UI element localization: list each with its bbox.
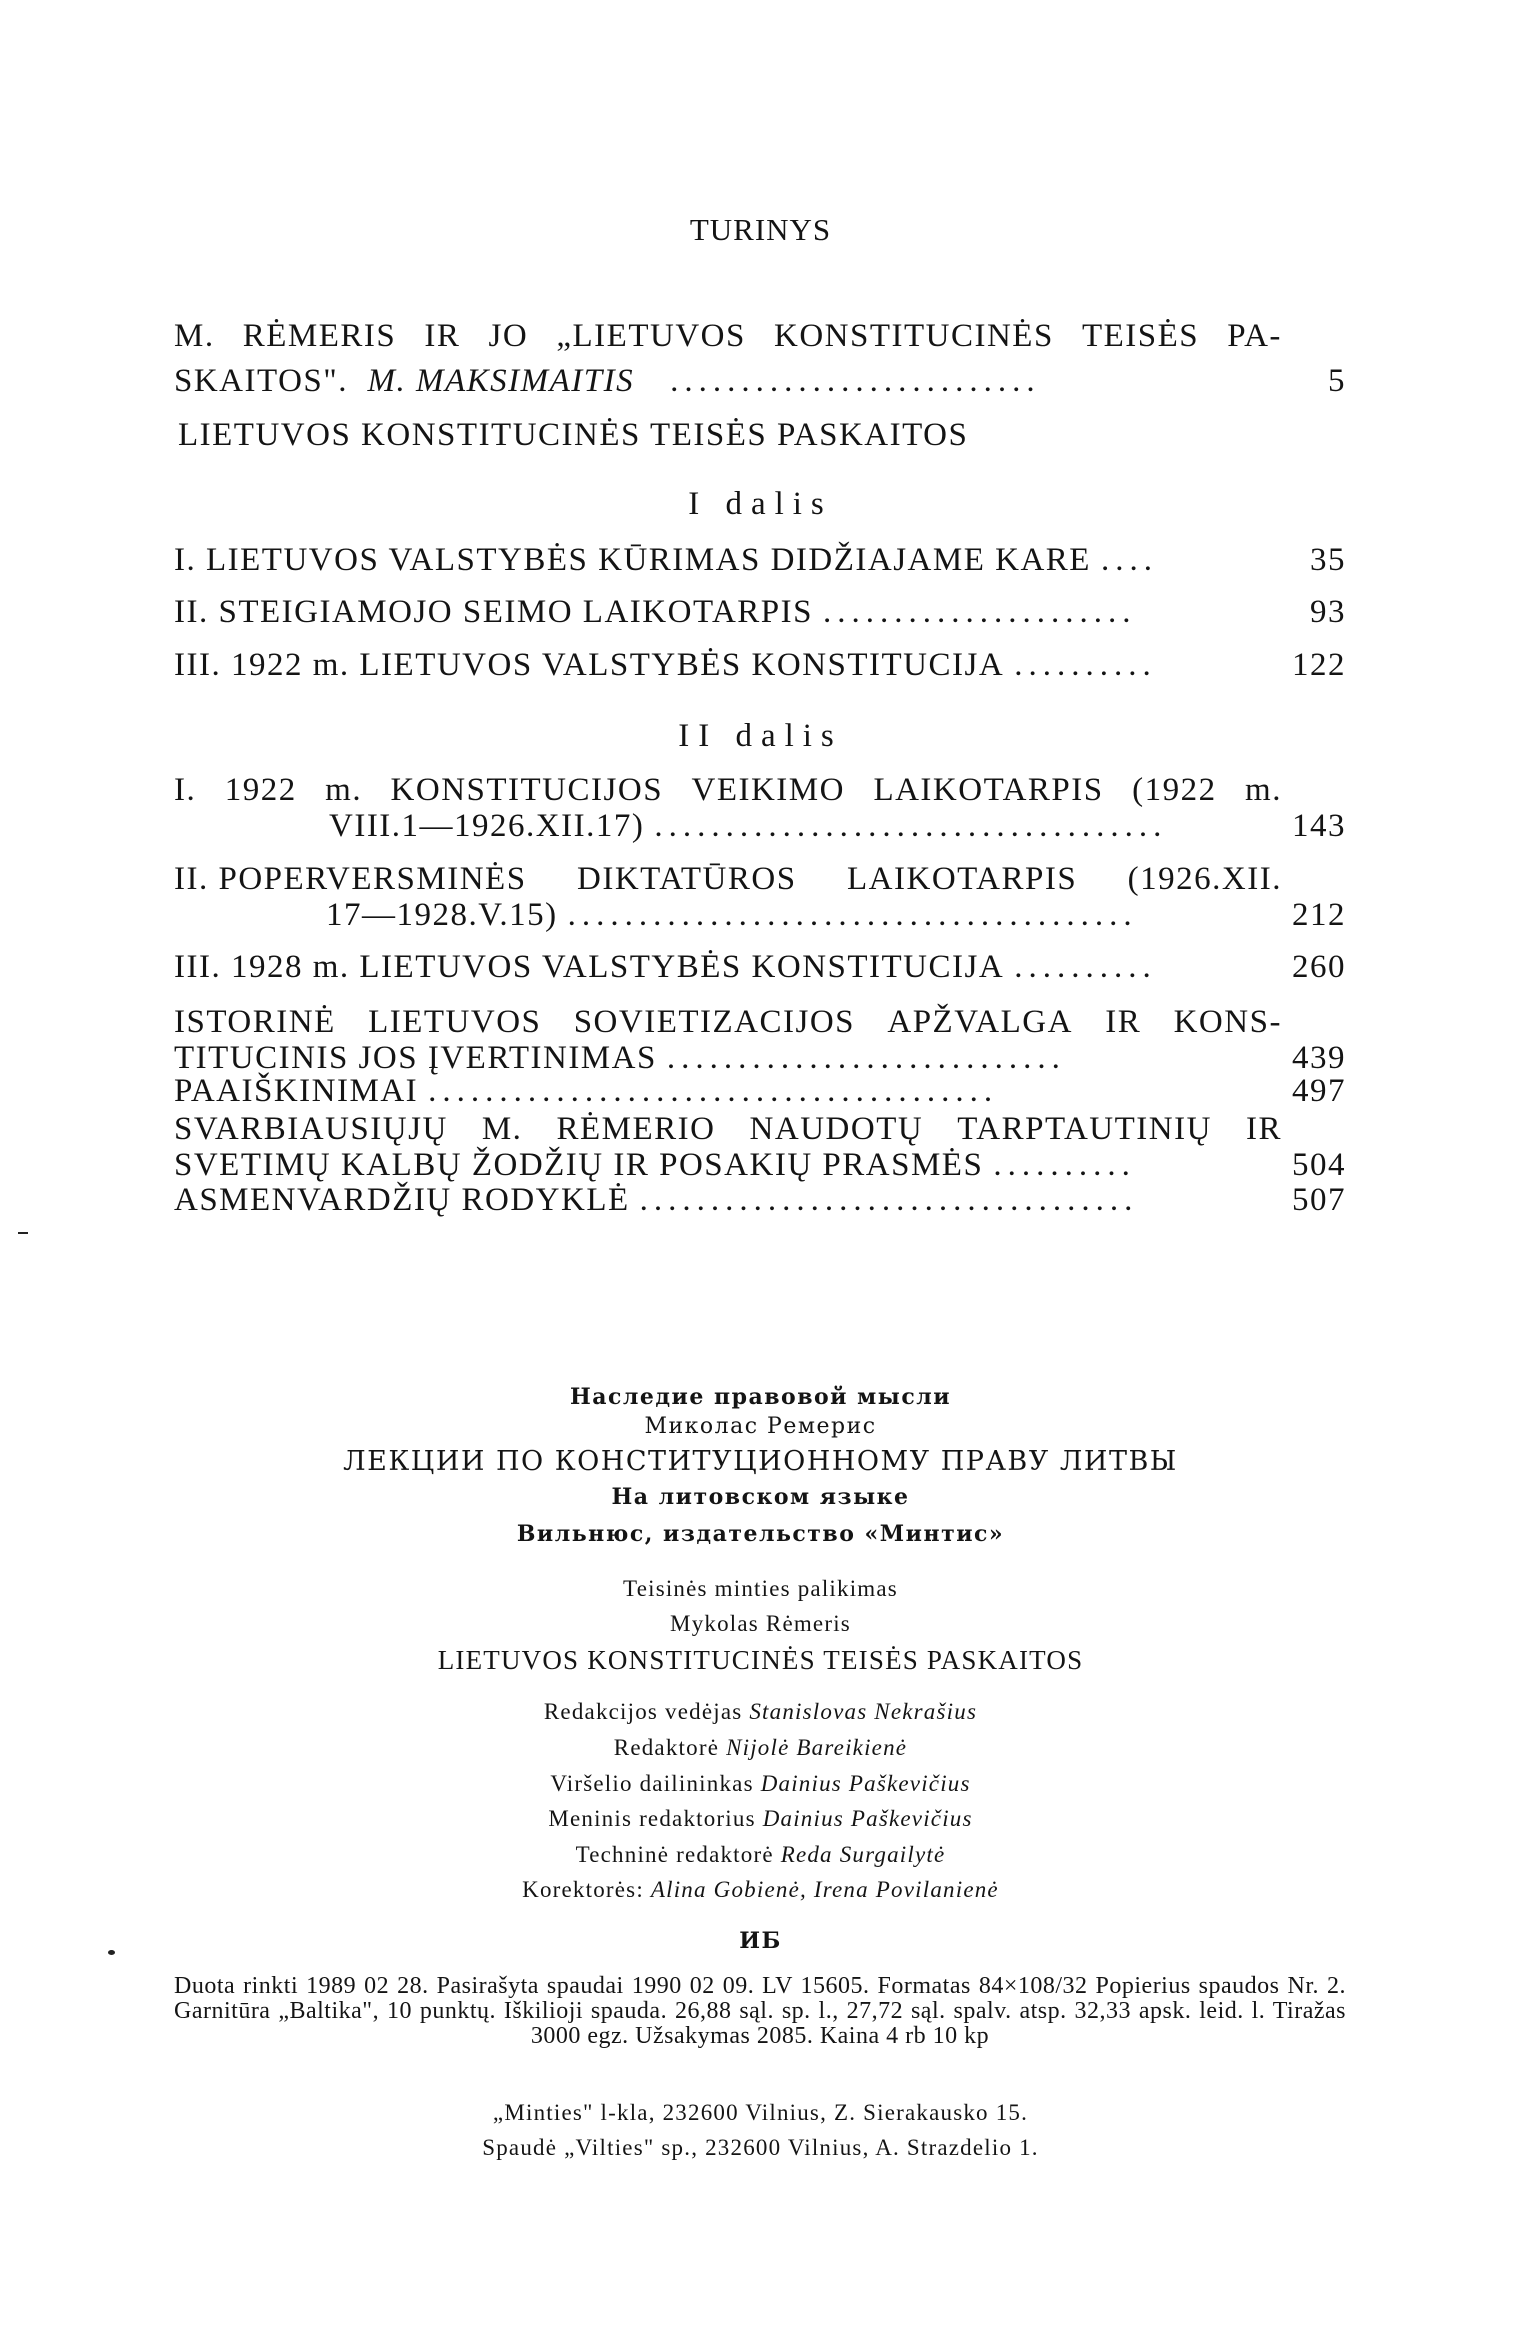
toc-entry[interactable] [174,949,1346,985]
leader-dots: .......................... [670,363,1041,399]
leader-dots: ............................ [666,1040,1066,1076]
word: DIKTATŪROS [577,861,797,897]
credit-role: Meninis redaktorius [548,1806,756,1831]
toc-entry-text: VIII.1—1926.XII.17) [329,808,645,844]
scan-mark-dash [18,1232,28,1234]
credit-role: Redaktorė [613,1735,720,1760]
word: KONSTITUCINĖS [773,318,1054,354]
credit-name: Alina Gobienė, Irena Povilanienė [650,1877,999,1902]
colophon-lt-series: Teisinės minties palikimas [623,1576,898,1601]
colophon-ru-publisher: Вильнюс, издательство «Минтис» [516,1521,1005,1547]
word: LIETUVOS [368,1004,542,1040]
printer-address: Spaudė „Vilties" sp., 232600 Vilnius, A. Strazdelio 1. [482,2135,1039,2160]
leader-dots: ................................... [639,1182,1139,1218]
toc-entry-text-part: SKAITOS". [174,363,348,399]
word: (1922 [1132,772,1217,808]
word: VEIKIMO [691,772,845,808]
toc-entry-text: III. 1922 m. LIETUVOS VALSTYBĖS KONSTITUCIJA [174,647,1005,683]
word: APŽVALGA [887,1004,1073,1040]
toc-entry-line1 [174,1111,1282,1147]
toc-entry-line1 [174,861,1282,897]
toc-entry-text: 17—1928.V.15) [326,897,558,933]
toc-entry-text [174,363,634,399]
word: I. [174,772,197,808]
word: RĖMERIS [242,318,397,354]
toc-page-number: 439 [1292,1040,1346,1076]
colophon-ib: ИБ [739,1928,782,1954]
credit-line [0,1695,1521,1729]
colophon-lt-title: LIETUVOS KONSTITUCINĖS TEISĖS PASKAITOS [437,1645,1084,1675]
credit-role: Redakcijos vedėjas [543,1699,743,1724]
toc-page-number: 143 [1292,808,1346,844]
word: (1926.XII. [1127,861,1282,897]
toc-page-number: 212 [1292,897,1346,933]
colophon-lt-author: Mykolas Rėmeris [670,1611,851,1636]
word: JO [488,318,529,354]
toc-entry-text: I. LIETUVOS VALSTYBĖS KŪRIMAS DIDŽIAJAME KARE [174,542,1091,578]
leader-dots: .... [1100,542,1158,578]
toc-entry-author: M. MAKSIMAITIS [367,363,635,399]
credit-line [0,1802,1521,1836]
credit-role: Korektorės: [522,1877,644,1902]
word: m. [1245,772,1282,808]
toc-entry[interactable] [174,1004,1346,1076]
toc-entry-part-title[interactable]: LIETUVOS KONSTITUCINĖS TEISĖS PASKAITOS [178,417,969,453]
word: M. [481,1111,523,1147]
colophon-ru-language: На литовском языке [611,1484,910,1510]
colophon-ru-series: Наследие правовой мысли [569,1384,952,1410]
toc-page-number: 5 [1328,363,1346,399]
word: NAUDOTŲ [749,1111,924,1147]
toc-page-number: 504 [1292,1147,1346,1183]
leader-dots: ...................... [823,594,1137,630]
colophon-ru-author: Миколас Ремерис [644,1414,877,1439]
toc-page-number: 507 [1292,1182,1346,1218]
word: „LIETUVOS [556,318,746,354]
word: TEISĖS [1081,318,1200,354]
toc-entry[interactable] [174,1073,1346,1109]
word: SOVIETIZACIJOS [573,1004,856,1040]
toc-entry[interactable] [174,594,1346,630]
credit-line [0,1767,1521,1801]
toc-page-number: 93 [1310,594,1346,630]
word: KONS- [1173,1004,1282,1040]
credit-name: Nijolė Bareikienė [726,1735,908,1760]
word: TARPTAUTINIŲ [957,1111,1212,1147]
word: m. [325,772,363,808]
credit-role: Viršelio dailininkas [550,1771,754,1796]
toc-entry-text: II. STEIGIAMOJO SEIMO LAIKOTARPIS [174,594,814,630]
toc-entry-text: III. 1928 m. LIETUVOS VALSTYBĖS KONSTITUCIJA [174,949,1005,985]
toc-entry[interactable] [174,772,1346,844]
word: LAIKOTARPIS [847,861,1078,897]
credit-role: Techninė redaktorė [575,1842,774,1867]
credit-line [0,1873,1521,1907]
word: LAIKOTARPIS [873,772,1104,808]
word: IR [1245,1111,1282,1147]
word: IR [424,318,461,354]
word: PA- [1227,318,1282,354]
leader-dots: .......... [993,1147,1136,1183]
leader-dots: .................................... [654,808,1168,844]
toc-entry-line1 [174,318,1282,354]
credit-line [0,1731,1521,1765]
toc-entry-text: TITUCINIS JOS ĮVERTINIMAS [174,1040,657,1076]
leader-dots: .......... [1014,949,1157,985]
credit-name: Reda Surgailytė [780,1842,946,1867]
word: KONSTITUCIJOS [390,772,664,808]
toc-page-number: 122 [1292,647,1346,683]
toc-title: TURINYS [689,212,832,247]
credit-line [0,1838,1521,1872]
word: RĖMERIO [556,1111,716,1147]
imprint-details: Duota rinkti 1989 02 28. Pasirašyta spaudai 1990 02 09. LV 15605. Formatas 84×108/32 Popierius spaudos Nr. 2. Garnitūra „Baltika", 10 punktų. Iškilioji spauda. 26,88 sąl. sp. l., 27,72 sąl. spalv. atsp. 32,33 apsk. leid. l. Tiražas 3000 egz. Užsakymas 2085. Kaina 4 rb 10 kp [174,1973,1346,2049]
toc-entry[interactable] [174,542,1346,578]
toc-entry[interactable] [174,1111,1346,1183]
colophon-ru-title: ЛЕКЦИИ ПО КОНСТИТУЦИОННОМУ ПРАВУ ЛИТВЫ [343,1446,1178,1477]
toc-entry-intro[interactable] [174,318,1346,399]
credit-name: Stanislovas Nekrašius [749,1699,978,1724]
word: SVARBIAUSIŲJŲ [174,1111,448,1147]
word: 1922 [224,772,297,808]
publisher-address: „Minties" l-kla, 232600 Vilnius, Z. Sierakausko 15. [492,2100,1029,2125]
word: IR [1105,1004,1142,1040]
toc-entry-text: SVETIMŲ KALBŲ ŽODŽIŲ IR POSAKIŲ PRASMĖS [174,1147,984,1183]
toc-entry[interactable] [174,861,1346,933]
word: II. POPERVERSMINĖS [174,861,527,897]
leader-dots: ........................................ [428,1073,999,1109]
toc-page-number: 497 [1292,1073,1346,1109]
toc-entry-line1 [174,772,1282,808]
word: M. [174,318,215,354]
toc-entry-text: ASMENVARDŽIŲ RODYKLĖ [174,1182,630,1218]
toc-entry-text: PAAIŠKINIMAI [174,1073,419,1109]
part-heading-1: I dalis [688,486,833,522]
toc-entry-line1 [174,1004,1282,1040]
toc-page-number: 260 [1292,949,1346,985]
credit-name: Dainius Paškevičius [762,1806,973,1831]
part-heading-2: II dalis [678,718,843,754]
credit-name: Dainius Paškevičius [760,1771,971,1796]
toc-page-number: 35 [1310,542,1346,578]
leader-dots: .......... [1014,647,1157,683]
word: ISTORINĖ [174,1004,336,1040]
leader-dots: ........................................ [567,897,1138,933]
toc-entry[interactable] [174,1182,1346,1218]
toc-entry[interactable] [174,647,1346,683]
